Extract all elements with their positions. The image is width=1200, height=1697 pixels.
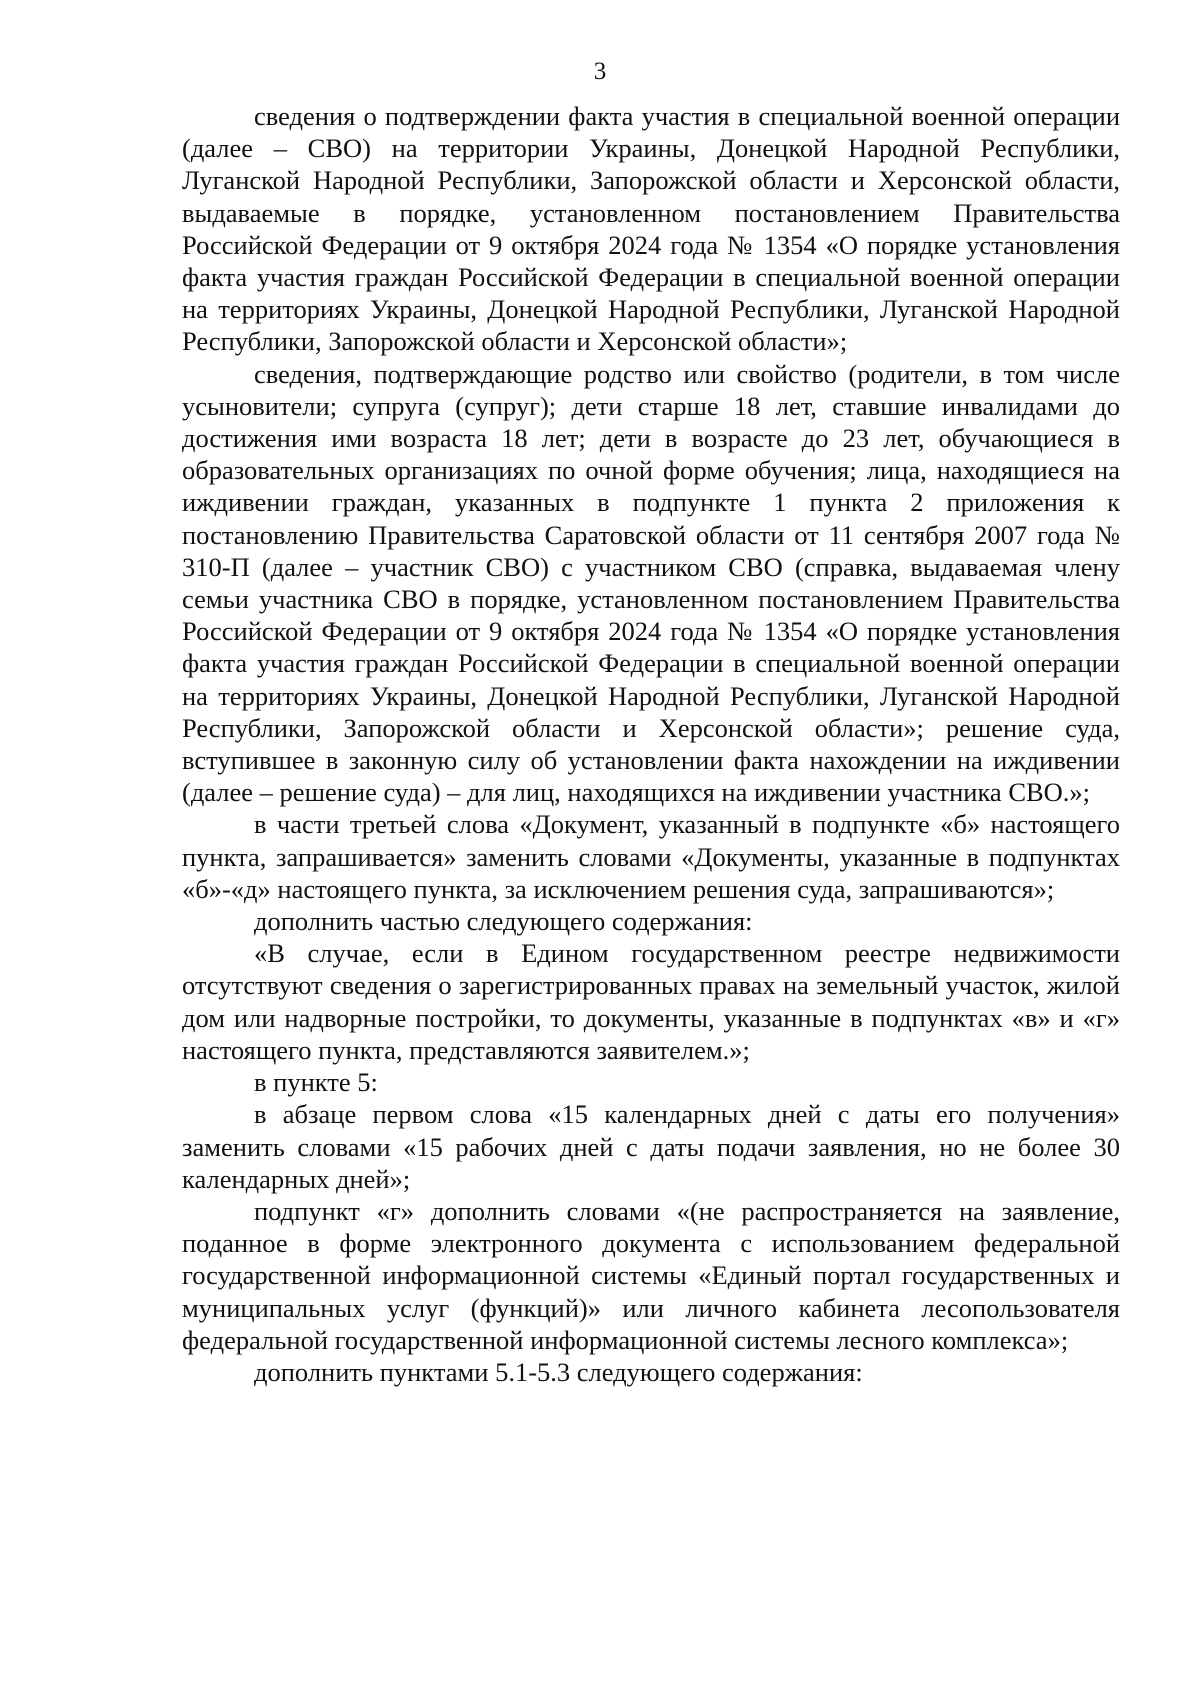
paragraph-svo-participation: сведения о подтверждении факта участия в специальной военной операции (далее – СВО) на территории Украины, Донецкой Народной Республики, Луганской Народной Республики, Запорожской области и Херсонской области, выдаваемые в порядке, установленном постановлением Правительства Российской Федерации от 9 октября 2024 года № 1354 «О порядке установления факта участия граждан Российской Федерации в специальной военной операции на территориях Украины, Донецкой Народной Республики, Луганской Народной Республики, Запорожской области и Херсонской области»; — [182, 101, 1120, 357]
document-body — [182, 100, 1120, 1388]
paragraph-first-abzats: в абзаце первом слова «15 календарных дней с даты его получения» заменить словами «15 рабочих дней с даты подачи заявления, но не более 30 календарных дней»; — [182, 1099, 1120, 1194]
paragraph-subpoint-g: подпункт «г» дополнить словами «(не распространяется на заявление, поданное в форме электронного документа с использованием федеральной государственной информационной системы «Единый портал государственных и муниципальных услуг (функций)» или личного кабинета лесопользователя федеральной государственной информационной системы лесного комплекса»; — [182, 1195, 1120, 1355]
paragraph-part-three: в части третьей слова «Документ, указанный в подпункте «б» настоящего пункта, запрашивается» заменить словами «Документы, указанные в подпунктах «б»-«д» настоящего пункта, за исключением решения суда, запрашиваются»; — [182, 809, 1120, 904]
page-number: 3 — [593, 58, 607, 85]
paragraph-kinship: сведения, подтверждающие родство или свойство (родители, в том числе усыновители; супруга (супруг); дети старше 18 лет, ставшие инвалидами до достижения ими возраста 18 лет; дети в возрасте до 23 лет, обучающиеся в образовательных организациях по очной форме обучения; лица, находящиеся на иждивении граждан, указанных в подпункте 1 пункта 2 приложения к постановлению Правительства Саратовской области от 11 сентября 2007 года № 310-П (далее – участник СВО) с участником СВО (справка, выдаваемая члену семьи участника СВО в порядке, установленном постановлением Правительства Российской Федерации от 9 октября 2024 года № 1354 «О порядке установления факта участия граждан Российской Федерации в специальной военной операции на территориях Украины, Донецкой Народной Республики, Луганской Народной Республики, Запорожской области и Херсонской области»; решение суда, вступившее в законную силу об установлении факта нахождении на иждивении (далее – решение суда) – для лиц, находящихся на иждивении участника СВО.»; — [182, 358, 1120, 808]
paragraph-add-part: дополнить частью следующего содержания: — [254, 906, 753, 937]
paragraph-point-five: в пункте 5: — [254, 1067, 378, 1098]
paragraph-registry: «В случае, если в Едином государственном реестре недвижимости отсутствуют сведения о зарегистрированных правах на земельный участок, жилой дом или надворные постройки, то документы, указанные в подпунктах «в» и «г» настоящего пункта, представляются заявителем.»; — [182, 938, 1120, 1065]
paragraph-add-points: дополнить пунктами 5.1-5.3 следующего содержания: — [254, 1356, 863, 1387]
